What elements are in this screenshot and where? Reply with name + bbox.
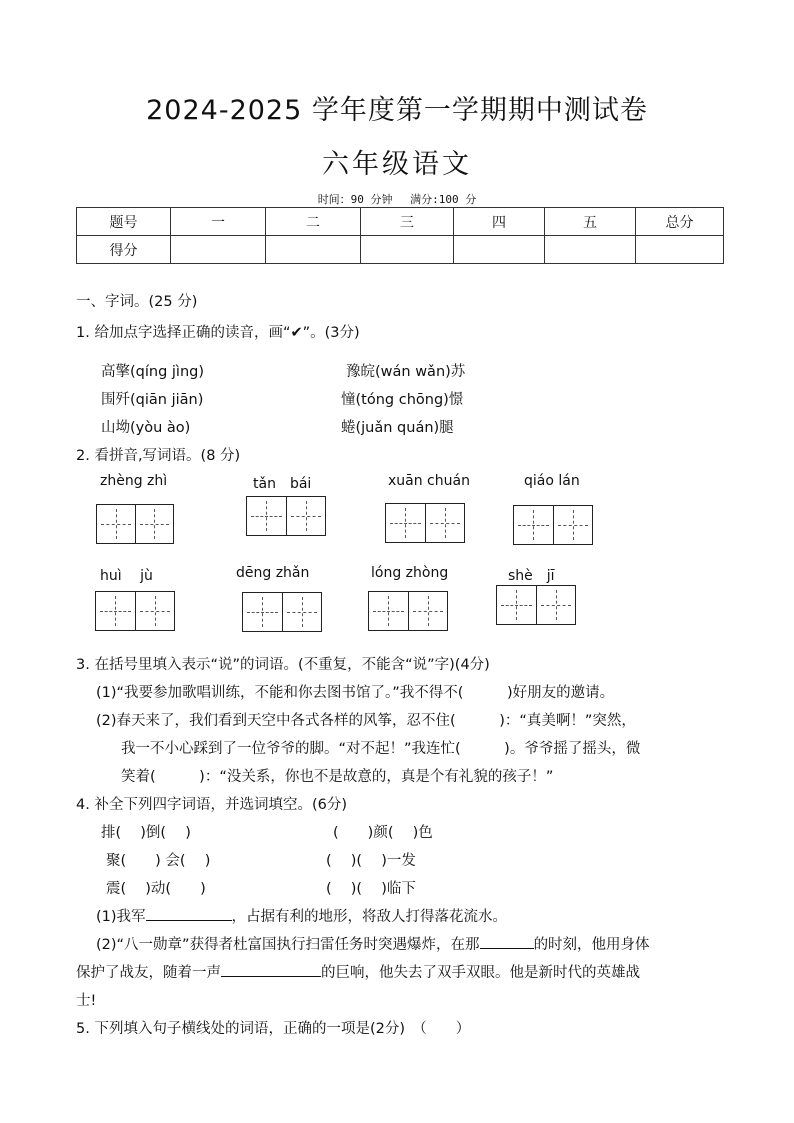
question-5-prompt: 5. 下列填入句子横线处的词语，正确的一项是(2分) （ ） (76, 1021, 471, 1037)
fill-blank[interactable] (146, 906, 232, 921)
score-header-cell: 一 (171, 208, 266, 236)
q4-sentence-text: (2)“八一勋章”获得者杜富国执行扫雷任务时突遇爆炸，在那 (96, 937, 480, 953)
writing-grid[interactable] (96, 504, 174, 544)
question-3-prompt: 3. 在括号里填入表示“说”的词语。(不重复，不能含“说”字)(4分) (76, 657, 490, 673)
q3-line: 我一不小心踩到了一位爷爷的脚。“对不起！”我连忙( )。爷爷摇了摇头，微 (121, 741, 641, 757)
pinyin-label: xuān chuán (388, 473, 470, 489)
score-input-cell[interactable] (266, 236, 361, 264)
q1-item[interactable]: 围歼(qiān jiān) (101, 392, 204, 408)
q1-item[interactable]: 蜷(juǎn quán)腿 (341, 420, 454, 436)
q4-word[interactable]: ( )颜( )色 (333, 825, 433, 841)
writing-grid[interactable] (368, 591, 448, 631)
q4-word[interactable]: ( )( )临下 (326, 881, 416, 897)
q4-sentence-text: (1)我军 (96, 909, 146, 925)
score-input-cell[interactable] (454, 236, 545, 264)
question-2-prompt: 2. 看拼音,写词语。(8 分) (76, 448, 241, 464)
score-input-cell[interactable] (545, 236, 636, 264)
writing-grid[interactable] (496, 585, 576, 625)
score-row-label: 得分 (77, 236, 171, 264)
q4-sentence-text: ，占据有利的地形，将敌人打得落花流水。 (231, 909, 508, 925)
q4-sentence-1 (96, 905, 507, 926)
score-input-cell[interactable] (171, 236, 266, 264)
score-header-cell: 五 (545, 208, 636, 236)
pinyin-label: qiáo lán (524, 473, 580, 489)
section-title: 一、字词。(25 分) (76, 294, 198, 310)
question-4-prompt: 4. 补全下列四字词语，并选词填空。(6分) (76, 797, 347, 813)
score-header-cell: 三 (361, 208, 454, 236)
score-input-cell[interactable] (361, 236, 454, 264)
score-table (76, 207, 724, 264)
q4-sentence-text: 的巨响，他失去了双手双眼。他是新时代的英雄战 (321, 965, 640, 981)
pinyin-label: tǎn bái (253, 476, 312, 492)
q1-item[interactable]: 高擎(qíng jìng) (101, 364, 205, 380)
exam-title: 2024-2025 学年度第一学期期中测试卷 (146, 95, 648, 126)
writing-grid[interactable] (513, 505, 593, 545)
writing-grid[interactable] (242, 592, 322, 632)
score-header-cell: 四 (454, 208, 545, 236)
writing-grid[interactable] (385, 503, 465, 543)
fill-blank[interactable] (221, 962, 321, 977)
q1-item[interactable]: 豫皖(wán wǎn)苏 (346, 364, 466, 380)
score-table-header-row (77, 208, 724, 236)
exam-meta: 时间：90 分钟 满分:100 分 (317, 193, 477, 206)
writing-grid[interactable] (95, 591, 175, 631)
q4-sentence-text: 的时刻，他用身体 (533, 937, 650, 953)
q4-word[interactable]: 排( )倒( ) (101, 825, 191, 841)
q3-line: 笑着( )：“没关系，你也不是故意的，真是个有礼貌的孩子！” (121, 769, 554, 785)
question-1-prompt: 1. 给加点字选择正确的读音，画“✔”。(3分) (76, 325, 360, 341)
q4-sentence-text: 保护了战友，随着一声 (76, 965, 221, 981)
q4-word[interactable]: 聚( ) 会( ) (106, 853, 211, 869)
q1-item[interactable]: 山坳(yòu ào) (101, 420, 191, 436)
q4-sentence-2 (96, 933, 650, 954)
fill-blank[interactable] (480, 934, 534, 949)
q4-sentence-2-cont (76, 961, 640, 982)
score-header-cell: 二 (266, 208, 361, 236)
score-table-score-row (77, 236, 724, 264)
exam-subtitle: 六年级语文 (322, 149, 472, 180)
q3-line: (1)“我要参加歌唱训练，不能和你去图书馆了。”我不得不( )好朋友的邀请。 (96, 685, 615, 701)
pinyin-label: dēng zhǎn (236, 565, 310, 581)
q4-word[interactable]: 震( )动( ) (106, 881, 206, 897)
score-header-cell: 题号 (77, 208, 171, 236)
q3-line: (2)春天来了，我们看到天空中各式各样的风筝，忍不住( )：“真美啊！”突然， (96, 713, 636, 729)
score-header-cell: 总分 (636, 208, 724, 236)
q4-word[interactable]: ( )( )一发 (326, 853, 416, 869)
pinyin-label: lóng zhòng (371, 565, 449, 581)
pinyin-label: zhèng zhì (100, 473, 168, 489)
writing-grid[interactable] (246, 496, 326, 536)
pinyin-label: huì jù (100, 568, 153, 584)
q4-sentence-2-end: 士! (76, 993, 97, 1009)
pinyin-label: shè jī (508, 568, 555, 584)
q1-item[interactable]: 憧(tóng chōng)憬 (341, 392, 464, 408)
score-input-cell[interactable] (636, 236, 724, 264)
